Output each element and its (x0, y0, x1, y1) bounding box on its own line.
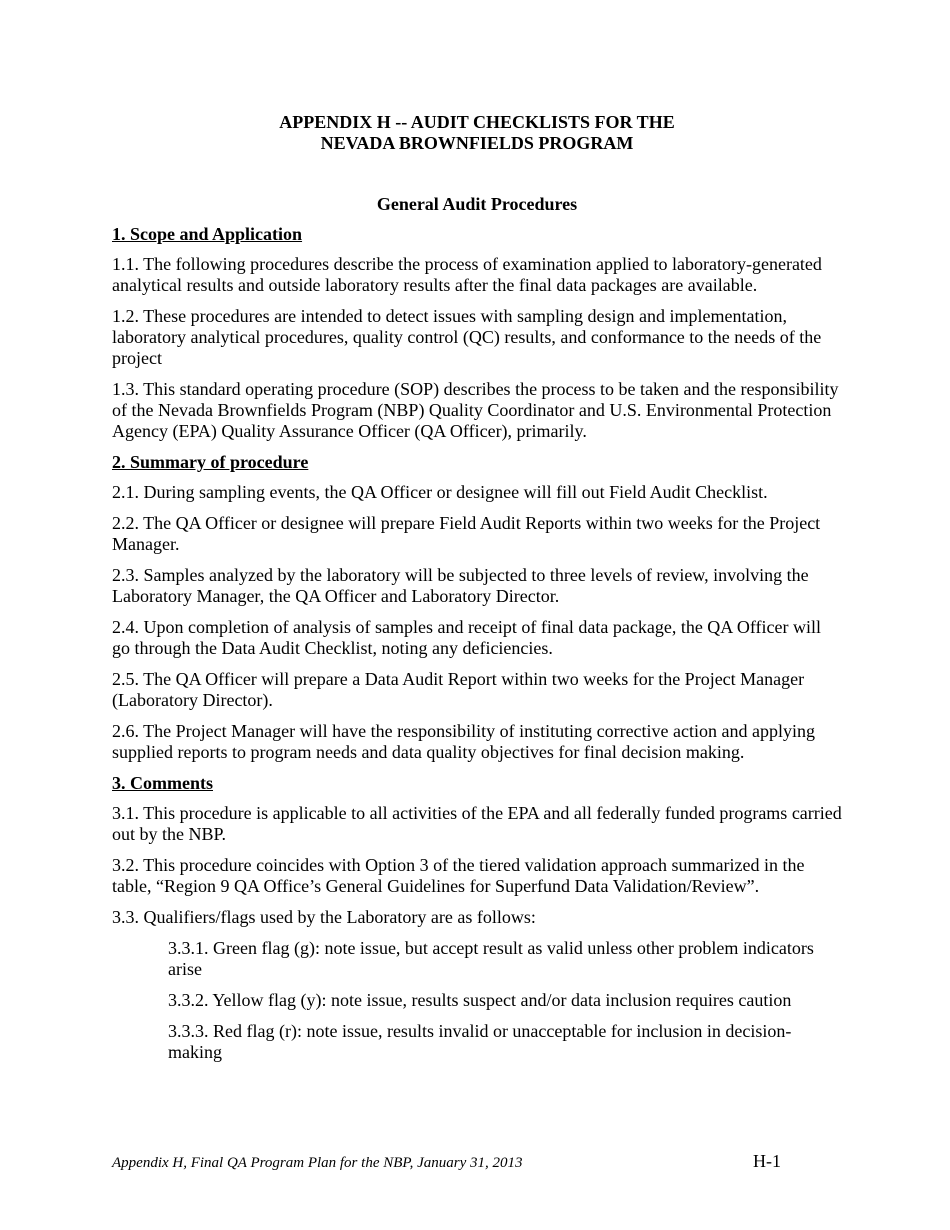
paragraph-3-3: 3.3. Qualifiers/flags used by the Laboratory are as follows: (112, 907, 536, 927)
paragraph-2-2: 2.2. The QA Officer or designee will prepare Field Audit Reports within two weeks for the Project Manager. (112, 513, 821, 554)
paragraph-2-5: 2.5. The QA Officer will prepare a Data Audit Report within two weeks for the Project Manager (Laboratory Director). (112, 669, 805, 710)
paragraph-1-2: 1.2. These procedures are intended to detect issues with sampling design and implementation, laboratory analytical procedures, quality control (QC) results, and conformance to the needs of the project (112, 306, 822, 368)
paragraph-3-3-1: 3.3.1. Green flag (g): note issue, but accept result as valid unless other problem indicators arise (168, 938, 814, 979)
document-page (112, 112, 842, 1073)
paragraph-1-1: 1.1. The following procedures describe the process of examination applied to laboratory-generated analytical results and outside laboratory results after the final data packages are available. (112, 254, 822, 295)
paragraph-2-4: 2.4. Upon completion of analysis of samples and receipt of final data package, the QA Officer will go through the Data Audit Checklist, noting any deficiencies. (112, 617, 821, 658)
paragraph-2-3: 2.3. Samples analyzed by the laboratory will be subjected to three levels of review, involving the Laboratory Manager, the QA Officer and Laboratory Director. (112, 565, 809, 606)
page-number: H-1 (753, 1151, 781, 1171)
title-line-2: NEVADA BROWNFIELDS PROGRAM (320, 133, 634, 153)
paragraph-3-1: 3.1. This procedure is applicable to all activities of the EPA and all federally funded programs carried out by the NBP. (112, 803, 842, 844)
section-heading-scope: 1. Scope and Application (112, 224, 303, 244)
paragraph-2-6: 2.6. The Project Manager will have the responsibility of instituting corrective action and applying supplied reports to program needs and data quality objectives for final decision making. (112, 721, 815, 762)
document-subtitle: General Audit Procedures (376, 194, 578, 214)
paragraph-3-3-2: 3.3.2. Yellow flag (y): note issue, results suspect and/or data inclusion requires caution (168, 990, 792, 1010)
section-heading-comments: 3. Comments (112, 773, 213, 793)
document-title (112, 112, 842, 154)
title-line-1: APPENDIX H -- AUDIT CHECKLISTS FOR THE (279, 112, 675, 132)
paragraph-2-1: 2.1. During sampling events, the QA Officer or designee will fill out Field Audit Checklist. (112, 482, 768, 502)
section-heading-summary: 2. Summary of procedure (112, 452, 309, 472)
paragraph-3-2: 3.2. This procedure coincides with Option 3 of the tiered validation approach summarized in the table, “Region 9 QA Office’s General Guidelines for Superfund Data Validation/Review”. (112, 855, 805, 896)
paragraph-1-3: 1.3. This standard operating procedure (SOP) describes the process to be taken and the responsibility of the Nevada Brownfields Program (NBP) Quality Coordinator and U.S. Environmental Protection Agency (EPA) Quality Assurance Officer (QA Officer), primarily. (112, 379, 839, 441)
footer-citation: Appendix H, Final QA Program Plan for the NBP, January 31, 2013 (112, 1155, 523, 1171)
paragraph-3-3-3: 3.3.3. Red flag (r): note issue, results invalid or unacceptable for inclusion in decision-making (168, 1021, 792, 1062)
